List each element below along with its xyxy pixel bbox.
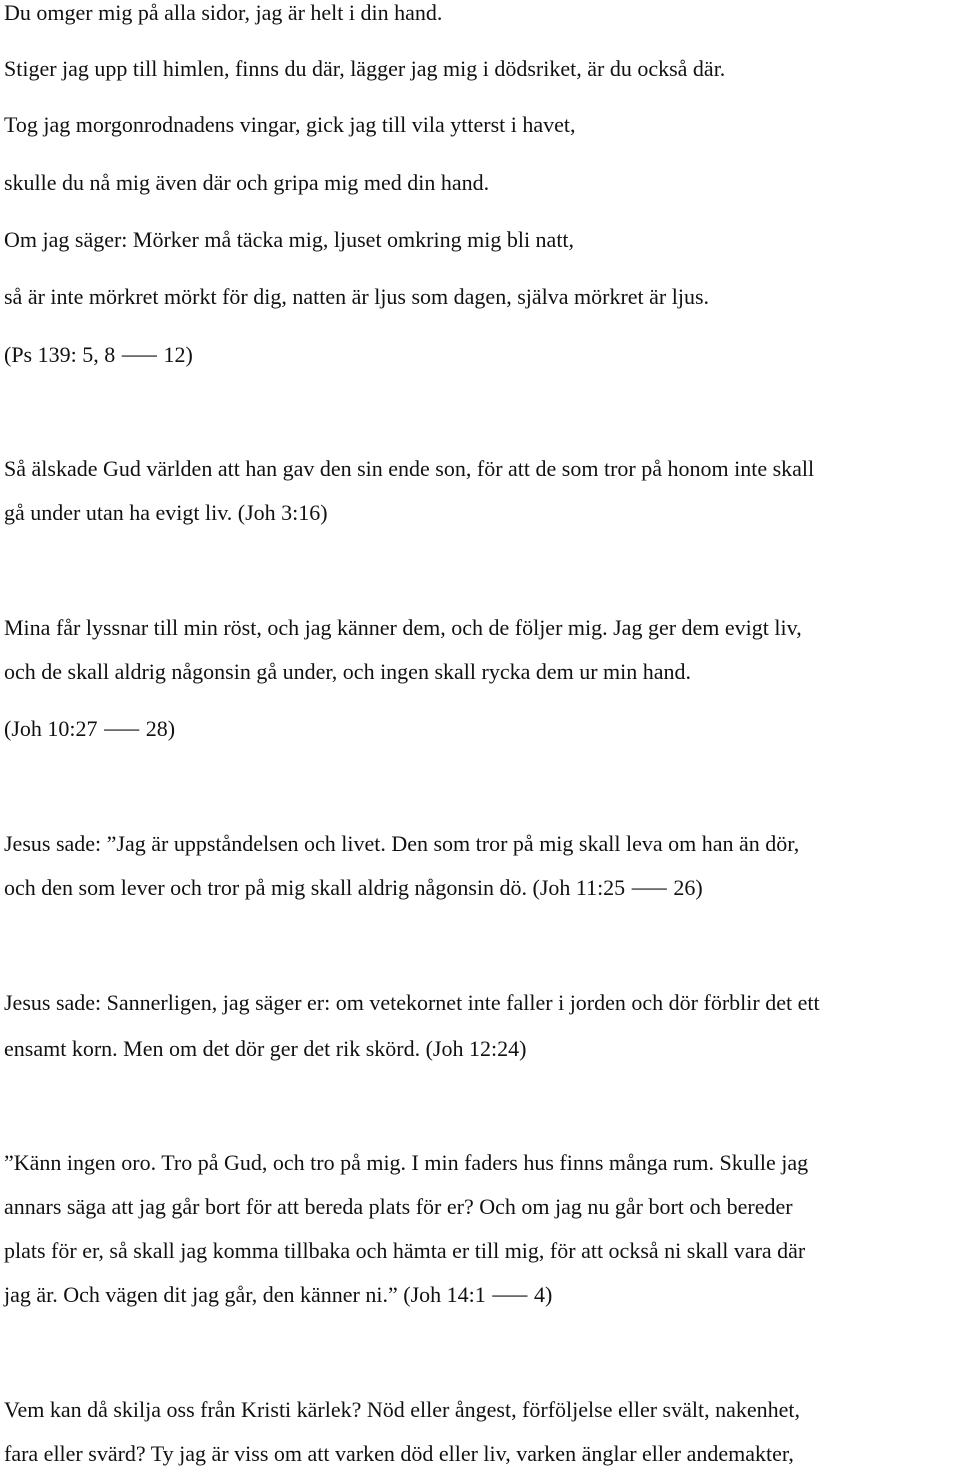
text-line: Tog jag morgonrodnadens vingar, gick jag till vila ytterst i havet, [4,112,576,137]
scripture-reference: (Joh 10:27 ⸺ 28) [4,716,176,741]
text-line: ”Känn ingen oro. Tro på Gud, och tro på mig. I min faders hus finns många rum. Skulle jag [4,1150,809,1175]
text-line: så är inte mörkret mörkt för dig, natten är ljus som dagen, själva mörkret är ljus. [4,284,710,309]
text-line: annars säga att jag går bort för att bereda plats för er? Och om jag nu går bort och bereder [4,1194,793,1219]
text-line: fara eller svärd? Ty jag är viss om att varken död eller liv, varken änglar eller andemakter, [4,1441,794,1466]
text-line: Jesus sade: ”Jag är uppståndelsen och livet. Den som tror på mig skall leva om han än dör, [4,831,800,856]
text-line: Jesus sade: Sannerligen, jag säger er: om vetekornet inte faller i jorden och dör förblir det ett [4,990,820,1015]
text-line: Du omger mig på alla sidor, jag är helt i din hand. [4,0,443,25]
text-line: Stiger jag upp till himlen, finns du där, lägger jag mig i dödsriket, är du också där. [4,56,726,81]
text-line: Så älskade Gud världen att han gav den sin ende son, för att de som tror på honom inte skall [4,456,815,481]
text-line: Om jag säger: Mörker må täcka mig, ljuset omkring mig bli natt, [4,227,575,252]
scripture-reference: (Ps 139: 5, 8 ⸺ 12) [4,342,193,367]
text-line: Mina får lyssnar till min röst, och jag känner dem, och de följer mig. Jag ger dem evigt liv, [4,615,802,640]
text-line: ensamt korn. Men om det dör ger det rik skörd. (Joh 12:24) [4,1036,527,1061]
text-line: jag är. Och vägen dit jag går, den känner ni.” (Joh 14:1 ⸺ 4) [4,1282,553,1307]
text-line: skulle du nå mig även där och gripa mig med din hand. [4,170,490,195]
text-line: Vem kan då skilja oss från Kristi kärlek? Nöd eller ångest, förföljelse eller svält, nakenhet, [4,1397,801,1422]
text-line: plats för er, så skall jag komma tillbaka och hämta er till mig, för att också ni skall vara där [4,1238,806,1263]
text-line: gå under utan ha evigt liv. (Joh 3:16) [4,500,328,525]
text-line: och de skall aldrig någonsin gå under, och ingen skall rycka dem ur min hand. [4,659,692,684]
text-line: och den som lever och tror på mig skall aldrig någonsin dö. (Joh 11:25 ⸺ 26) [4,875,703,900]
